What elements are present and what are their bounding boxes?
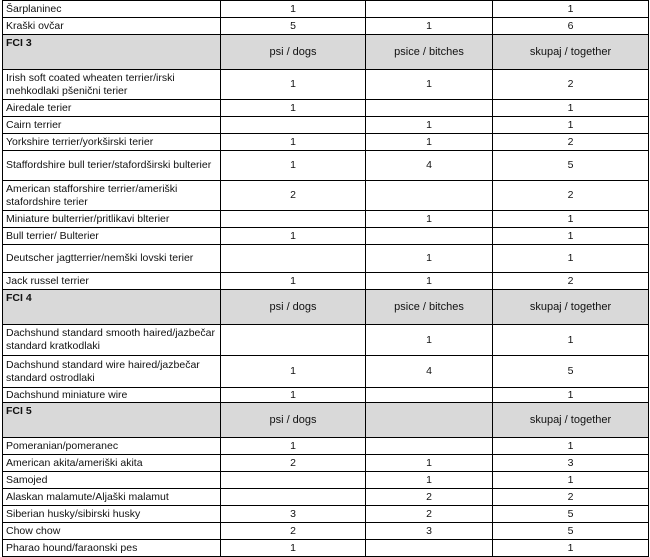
bitches-cell <box>366 540 493 557</box>
bitches-cell: 1 <box>366 70 493 100</box>
together-cell: 6 <box>493 18 649 35</box>
group-header-row <box>3 403 649 438</box>
breed-name-cell: Pharao hound/faraonski pes <box>3 540 221 557</box>
together-cell: 2 <box>493 489 649 506</box>
together-cell: skupaj / together <box>493 290 649 325</box>
table-row <box>3 100 649 117</box>
together-cell: 2 <box>493 273 649 290</box>
together-cell: 1 <box>493 100 649 117</box>
group-header-row <box>3 35 649 70</box>
dogs-cell <box>221 489 366 506</box>
bitches-cell: 3 <box>366 523 493 540</box>
together-cell: 1 <box>493 228 649 245</box>
together-cell: 1 <box>493 211 649 228</box>
together-cell: 3 <box>493 455 649 472</box>
dogs-cell <box>221 472 366 489</box>
breed-name-cell: American akita/ameriški akita <box>3 455 221 472</box>
table-row <box>3 228 649 245</box>
bitches-cell: 1 <box>366 273 493 290</box>
dogs-cell: 1 <box>221 134 366 151</box>
breed-name-cell: Yorkshire terrier/yorkširski terier <box>3 134 221 151</box>
breed-name-cell: Miniature bulterrier/pritlikavi blterier <box>3 211 221 228</box>
breed-name-cell: Samojed <box>3 472 221 489</box>
dogs-cell: 3 <box>221 506 366 523</box>
dogs-cell: 2 <box>221 455 366 472</box>
breed-name-cell: Irish soft coated wheaten terrier/irski mehkodlaki pšenični terier <box>3 70 221 100</box>
dogs-cell: 1 <box>221 151 366 181</box>
table-row <box>3 211 649 228</box>
dogs-cell: 5 <box>221 18 366 35</box>
breed-name-cell: Staffordshire bull terier/stafordširski bulterier <box>3 151 221 181</box>
together-cell: 1 <box>493 540 649 557</box>
together-cell: skupaj / together <box>493 403 649 438</box>
together-cell: 1 <box>493 388 649 403</box>
bitches-cell: 1 <box>366 325 493 356</box>
bitches-cell <box>366 100 493 117</box>
breed-name-cell: Deutscher jagtterrier/nemški lovski terier <box>3 245 221 273</box>
together-cell: 2 <box>493 181 649 211</box>
table-row <box>3 245 649 273</box>
breed-count-table <box>2 0 649 557</box>
dogs-cell <box>221 325 366 356</box>
table-row <box>3 356 649 388</box>
bitches-cell: 1 <box>366 134 493 151</box>
dogs-cell: psi / dogs <box>221 403 366 438</box>
bitches-cell <box>366 403 493 438</box>
bitches-cell <box>366 1 493 18</box>
breed-name-cell: Šarplaninec <box>3 1 221 18</box>
together-cell: 5 <box>493 523 649 540</box>
together-cell: 2 <box>493 70 649 100</box>
together-cell: 5 <box>493 151 649 181</box>
together-cell: 1 <box>493 438 649 455</box>
bitches-cell: 1 <box>366 245 493 273</box>
breed-name-cell: Bull terrier/ Bulterier <box>3 228 221 245</box>
breed-name-cell: American stafforshire terrier/ameriški stafordshire terier <box>3 181 221 211</box>
table-row <box>3 455 649 472</box>
together-cell: 5 <box>493 356 649 388</box>
breed-name-cell: Pomeranian/pomeranec <box>3 438 221 455</box>
bitches-cell: 4 <box>366 151 493 181</box>
dogs-cell: 2 <box>221 181 366 211</box>
bitches-cell: 1 <box>366 472 493 489</box>
breed-name-cell: Kraški ovčar <box>3 18 221 35</box>
dogs-cell: 1 <box>221 228 366 245</box>
bitches-cell <box>366 228 493 245</box>
table-row <box>3 540 649 557</box>
bitches-cell: 1 <box>366 117 493 134</box>
table-row <box>3 18 649 35</box>
together-cell: skupaj / together <box>493 35 649 70</box>
together-cell: 5 <box>493 506 649 523</box>
breed-name-cell: Jack russel terrier <box>3 273 221 290</box>
breed-name-cell: Dachshund standard smooth haired/jazbečar standard kratkodlaki <box>3 325 221 356</box>
breed-name-cell: Dachshund miniature wire <box>3 388 221 403</box>
together-cell: 1 <box>493 472 649 489</box>
together-cell: 1 <box>493 325 649 356</box>
dogs-cell: 1 <box>221 273 366 290</box>
bitches-cell: 1 <box>366 211 493 228</box>
dogs-cell: 1 <box>221 1 366 18</box>
table-row <box>3 181 649 211</box>
bitches-cell: psice / bitches <box>366 35 493 70</box>
dogs-cell: psi / dogs <box>221 290 366 325</box>
group-name-cell: FCI 4 <box>3 290 221 325</box>
bitches-cell <box>366 438 493 455</box>
dogs-cell: 1 <box>221 438 366 455</box>
table-row <box>3 438 649 455</box>
dogs-cell: psi / dogs <box>221 35 366 70</box>
table-row <box>3 523 649 540</box>
bitches-cell: 1 <box>366 455 493 472</box>
breed-name-cell: Chow chow <box>3 523 221 540</box>
table-row <box>3 134 649 151</box>
together-cell: 1 <box>493 117 649 134</box>
breed-name-cell: Siberian husky/sibirski husky <box>3 506 221 523</box>
breed-name-cell: Airedale terier <box>3 100 221 117</box>
bitches-cell: 1 <box>366 18 493 35</box>
table-row <box>3 489 649 506</box>
dogs-cell <box>221 117 366 134</box>
dogs-cell <box>221 211 366 228</box>
dogs-cell: 1 <box>221 70 366 100</box>
bitches-cell: 4 <box>366 356 493 388</box>
bitches-cell <box>366 388 493 403</box>
dogs-cell: 1 <box>221 356 366 388</box>
breed-name-cell: Alaskan malamute/Aljaški malamut <box>3 489 221 506</box>
dogs-cell: 1 <box>221 540 366 557</box>
table-row <box>3 70 649 100</box>
table-row <box>3 117 649 134</box>
table-row <box>3 388 649 403</box>
bitches-cell: 2 <box>366 506 493 523</box>
group-name-cell: FCI 5 <box>3 403 221 438</box>
together-cell: 1 <box>493 1 649 18</box>
table-row <box>3 325 649 356</box>
breed-name-cell: Cairn terrier <box>3 117 221 134</box>
table-row <box>3 506 649 523</box>
dogs-cell <box>221 245 366 273</box>
group-name-cell: FCI 3 <box>3 35 221 70</box>
table-row <box>3 273 649 290</box>
bitches-cell <box>366 181 493 211</box>
table-row <box>3 151 649 181</box>
group-header-row <box>3 290 649 325</box>
bitches-cell: psice / bitches <box>366 290 493 325</box>
dogs-cell: 1 <box>221 100 366 117</box>
together-cell: 1 <box>493 245 649 273</box>
dogs-cell: 1 <box>221 388 366 403</box>
table-row <box>3 1 649 18</box>
bitches-cell: 2 <box>366 489 493 506</box>
dogs-cell: 2 <box>221 523 366 540</box>
together-cell: 2 <box>493 134 649 151</box>
breed-name-cell: Dachshund standard wire haired/jazbečar standard ostrodlaki <box>3 356 221 388</box>
table-body <box>3 1 649 557</box>
table-row <box>3 472 649 489</box>
